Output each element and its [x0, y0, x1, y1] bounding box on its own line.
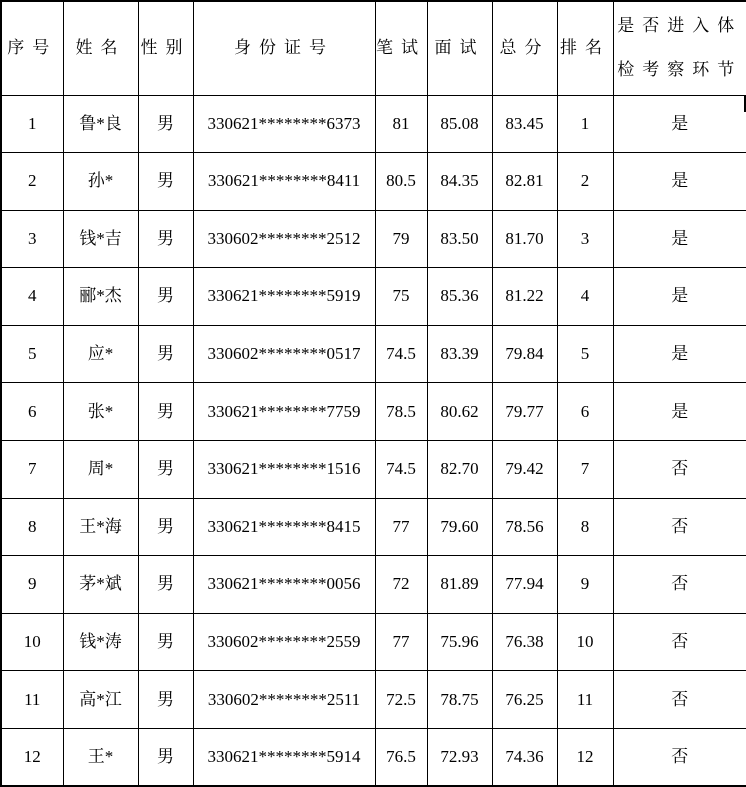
cell-id: 330602********2559 [193, 613, 375, 671]
cell-rank: 10 [557, 613, 613, 671]
cell-name: 郦*杰 [63, 268, 138, 326]
cell-pass: 否 [613, 556, 746, 614]
table-row [1, 268, 746, 326]
cell-interview: 85.36 [427, 268, 492, 326]
column-header-index: 序号 [1, 1, 63, 95]
cell-written: 81 [375, 95, 427, 153]
table-row [1, 210, 746, 268]
cell-total: 74.36 [492, 729, 557, 787]
table-row [1, 325, 746, 383]
cell-gender: 男 [138, 729, 193, 787]
cell-pass: 否 [613, 671, 746, 729]
cell-gender: 男 [138, 210, 193, 268]
cell-index: 10 [1, 613, 63, 671]
cell-id: 330621********8411 [193, 153, 375, 211]
column-header-pass: 是否进入体检考察环节 [613, 1, 746, 95]
cell-total: 79.84 [492, 325, 557, 383]
cell-pass: 否 [613, 498, 746, 556]
cell-id: 330621********8415 [193, 498, 375, 556]
cell-rank: 11 [557, 671, 613, 729]
cell-total: 76.25 [492, 671, 557, 729]
cell-name: 张* [63, 383, 138, 441]
cell-id: 330621********5919 [193, 268, 375, 326]
cell-written: 72 [375, 556, 427, 614]
cell-pass: 是 [613, 95, 746, 153]
cell-pass: 是 [613, 325, 746, 383]
cell-gender: 男 [138, 441, 193, 499]
cell-written: 78.5 [375, 383, 427, 441]
table-row [1, 613, 746, 671]
cell-pass: 否 [613, 441, 746, 499]
cell-index: 6 [1, 383, 63, 441]
cell-name: 周* [63, 441, 138, 499]
cell-written: 72.5 [375, 671, 427, 729]
cell-gender: 男 [138, 556, 193, 614]
cell-interview: 75.96 [427, 613, 492, 671]
table-row [1, 95, 746, 153]
cell-name: 鲁*良 [63, 95, 138, 153]
cell-pass: 是 [613, 383, 746, 441]
cell-gender: 男 [138, 325, 193, 383]
cell-index: 7 [1, 441, 63, 499]
cell-name: 王*海 [63, 498, 138, 556]
column-header-written: 笔试 [375, 1, 427, 95]
cell-index: 3 [1, 210, 63, 268]
cell-total: 76.38 [492, 613, 557, 671]
table-row [1, 383, 746, 441]
cell-written: 80.5 [375, 153, 427, 211]
cell-id: 330602********2511 [193, 671, 375, 729]
cell-name: 高*江 [63, 671, 138, 729]
column-header-total: 总分 [492, 1, 557, 95]
cell-interview: 83.50 [427, 210, 492, 268]
cell-written: 79 [375, 210, 427, 268]
table-body [1, 95, 746, 786]
cell-index: 4 [1, 268, 63, 326]
cell-index: 9 [1, 556, 63, 614]
cell-written: 74.5 [375, 441, 427, 499]
cell-total: 81.70 [492, 210, 557, 268]
cell-gender: 男 [138, 613, 193, 671]
cell-gender: 男 [138, 671, 193, 729]
cell-gender: 男 [138, 383, 193, 441]
cell-id: 330602********0517 [193, 325, 375, 383]
cell-written: 77 [375, 613, 427, 671]
column-header-name: 姓名 [63, 1, 138, 95]
cell-index: 5 [1, 325, 63, 383]
cell-rank: 5 [557, 325, 613, 383]
cell-rank: 4 [557, 268, 613, 326]
cell-rank: 1 [557, 95, 613, 153]
cell-interview: 81.89 [427, 556, 492, 614]
cell-name: 茅*斌 [63, 556, 138, 614]
cell-id: 330621********6373 [193, 95, 375, 153]
cell-interview: 84.35 [427, 153, 492, 211]
column-header-rank: 排名 [557, 1, 613, 95]
cell-gender: 男 [138, 153, 193, 211]
cell-id: 330621********1516 [193, 441, 375, 499]
cell-pass: 否 [613, 613, 746, 671]
cell-rank: 8 [557, 498, 613, 556]
header-row [1, 1, 746, 95]
cell-rank: 3 [557, 210, 613, 268]
cell-interview: 83.39 [427, 325, 492, 383]
table-row [1, 441, 746, 499]
cell-pass: 否 [613, 729, 746, 787]
cell-rank: 12 [557, 729, 613, 787]
cell-id: 330621********7759 [193, 383, 375, 441]
cell-interview: 80.62 [427, 383, 492, 441]
cell-name: 应* [63, 325, 138, 383]
cell-gender: 男 [138, 498, 193, 556]
table-row [1, 729, 746, 787]
cell-interview: 78.75 [427, 671, 492, 729]
table-row [1, 556, 746, 614]
cell-name: 孙* [63, 153, 138, 211]
cell-name: 王* [63, 729, 138, 787]
table-row [1, 153, 746, 211]
cell-id: 330621********0056 [193, 556, 375, 614]
cell-total: 79.77 [492, 383, 557, 441]
table-row [1, 671, 746, 729]
cell-name: 钱*吉 [63, 210, 138, 268]
cell-id: 330621********5914 [193, 729, 375, 787]
cell-index: 2 [1, 153, 63, 211]
cell-total: 78.56 [492, 498, 557, 556]
cell-id: 330602********2512 [193, 210, 375, 268]
cell-name: 钱*涛 [63, 613, 138, 671]
cell-gender: 男 [138, 268, 193, 326]
cell-rank: 9 [557, 556, 613, 614]
cell-index: 1 [1, 95, 63, 153]
cell-total: 81.22 [492, 268, 557, 326]
cell-written: 77 [375, 498, 427, 556]
cell-index: 12 [1, 729, 63, 787]
cell-pass: 是 [613, 268, 746, 326]
table-row [1, 498, 746, 556]
cell-total: 83.45 [492, 95, 557, 153]
cell-pass: 是 [613, 153, 746, 211]
cell-index: 11 [1, 671, 63, 729]
cell-rank: 6 [557, 383, 613, 441]
cell-total: 79.42 [492, 441, 557, 499]
cell-gender: 男 [138, 95, 193, 153]
cell-rank: 7 [557, 441, 613, 499]
cell-total: 77.94 [492, 556, 557, 614]
cell-written: 75 [375, 268, 427, 326]
column-header-id: 身份证号 [193, 1, 375, 95]
cell-interview: 82.70 [427, 441, 492, 499]
cell-written: 76.5 [375, 729, 427, 787]
cell-interview: 79.60 [427, 498, 492, 556]
cell-total: 82.81 [492, 153, 557, 211]
cell-interview: 85.08 [427, 95, 492, 153]
cell-interview: 72.93 [427, 729, 492, 787]
cell-rank: 2 [557, 153, 613, 211]
cell-written: 74.5 [375, 325, 427, 383]
cell-index: 8 [1, 498, 63, 556]
cell-pass: 是 [613, 210, 746, 268]
column-header-interview: 面试 [427, 1, 492, 95]
column-header-gender: 性别 [138, 1, 193, 95]
